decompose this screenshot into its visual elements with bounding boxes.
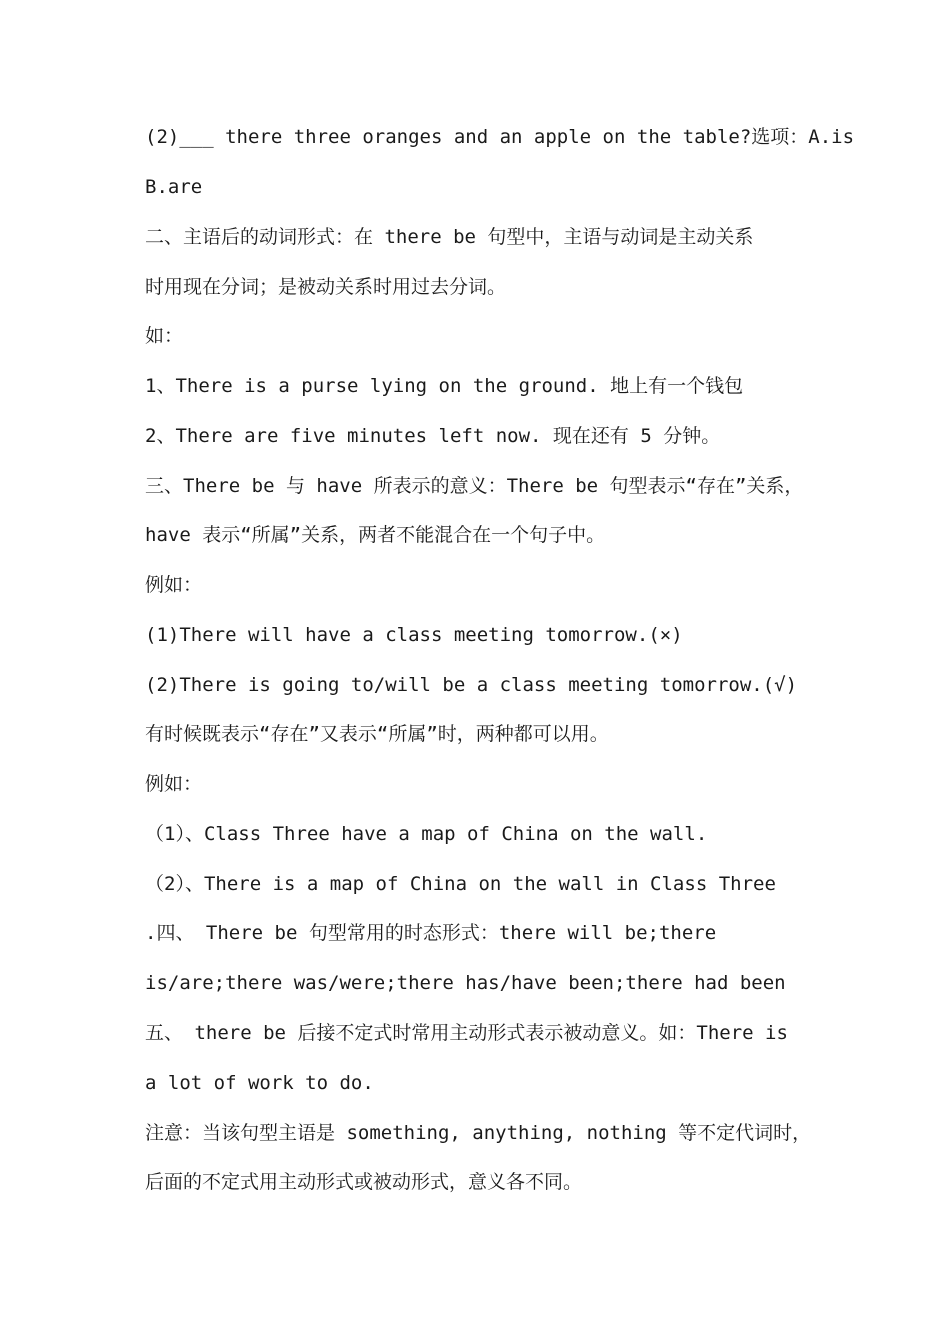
example-class-three-have: （1）、Class Three have a map of China on the wall. bbox=[145, 823, 708, 845]
both-usage-note: 有时候既表示“存在”又表示“所属”时，两种都可以用。 bbox=[145, 723, 609, 745]
example-class-three-there: （2）、There is a map of China on the wall in Class Three bbox=[145, 873, 776, 895]
section-three-heading: 三、There be 与 have 所表示的意义：There be 句型表示“存在”关系， bbox=[145, 475, 804, 497]
section-four-continued: is/are;there was/were;there has/have been;there had been bbox=[145, 972, 786, 994]
example-2: 2、There are five minutes left now. 现在还有 5 分钟。 bbox=[145, 425, 721, 447]
example-1: 1、There is a purse lying on the ground. 地上有一个钱包 bbox=[145, 375, 744, 397]
example-wrong: (1)There will have a class meeting tomorrow.(×) bbox=[145, 624, 683, 646]
section-five-continued: a lot of work to do. bbox=[145, 1072, 374, 1094]
question-line-2: (2)___ there three oranges and an apple on the table?选项：A.is bbox=[145, 126, 855, 148]
section-three-continued: have 表示“所属”关系，两者不能混合在一个句子中。 bbox=[145, 524, 606, 546]
note-line: 注意：当该句型主语是 something, anything, nothing 等不定代词时， bbox=[145, 1122, 812, 1144]
example-label-2: 例如： bbox=[145, 574, 203, 596]
section-five-heading: 五、 there be 后接不定式时常用主动形式表示被动意义。如：There is bbox=[145, 1022, 788, 1044]
example-right: (2)There is going to/will be a class meeting tomorrow.(√) bbox=[145, 674, 798, 696]
note-continued: 后面的不定式用主动形式或被动形式，意义各不同。 bbox=[145, 1171, 583, 1193]
example-label-3: 例如： bbox=[145, 773, 203, 795]
section-two-continued: 时用现在分词；是被动关系时用过去分词。 bbox=[145, 276, 507, 298]
option-b-line: B.are bbox=[145, 176, 203, 198]
example-label: 如： bbox=[145, 325, 184, 347]
section-two-heading: 二、主语后的动词形式：在 there be 句型中，主语与动词是主动关系 bbox=[145, 226, 754, 248]
section-four-heading: .四、 There be 句型常用的时态形式：there will be;there bbox=[145, 922, 717, 944]
